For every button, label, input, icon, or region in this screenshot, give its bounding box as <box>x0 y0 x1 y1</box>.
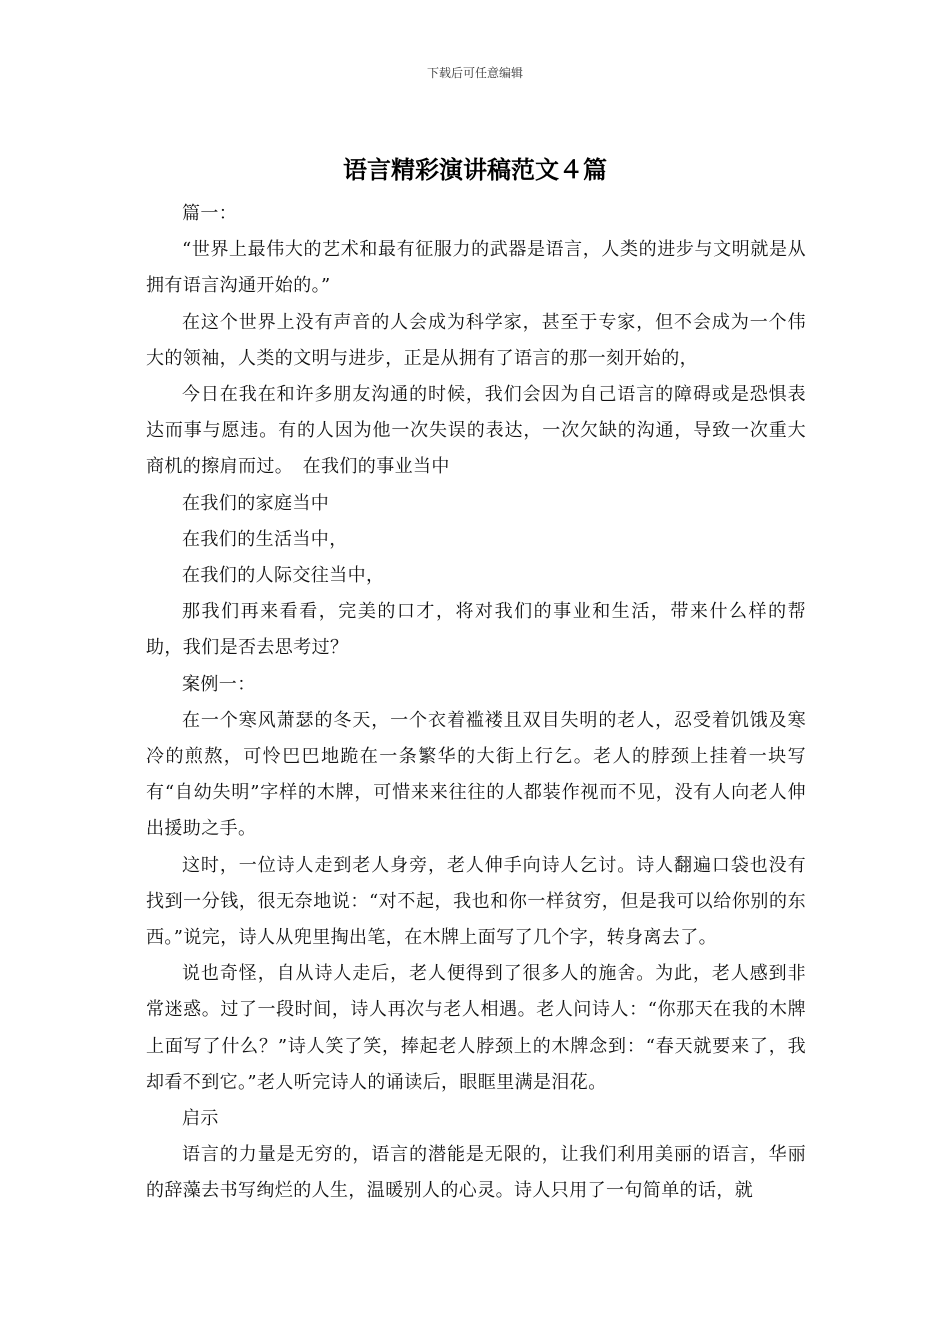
paragraph: 在我们的家庭当中 <box>182 492 330 514</box>
paragraph: 在这个世界上没有声音的人会成为科学家，甚至于专家，但不会成为一个伟大的领袖，人类的文明与进步，正是从拥有了语言的那一刻开始的， <box>146 311 806 369</box>
page-header-note: 下载后可任意编辑 <box>426 66 523 80</box>
paragraph-case-label: 案例一： <box>182 673 256 695</box>
paragraph-quote: “世界上最伟大的艺术和最有征服力的武器是语言，人类的进步与文明就是从拥有语言沟通开始的。” <box>146 239 806 297</box>
paragraph-insight-label: 启示 <box>182 1108 219 1130</box>
paragraph: 这时，一位诗人走到老人身旁，老人伸手向诗人乞讨。诗人翻遍口袋也没有找到一分钱，很无奈地说：“对不起，我也和你一样贫穷，但是我可以给你别的东西。”说完，诗人从兜里掏出笔，在木牌上面写了几个字，转身离去了。 <box>146 854 806 949</box>
paragraph: 在我们的人际交往当中， <box>182 565 385 587</box>
paragraph: 语言的力量是无穷的，语言的潜能是无限的，让我们利用美丽的语言，华丽的辞藻去书写绚烂的人生，温暖别人的心灵。诗人只用了一句简单的话，就 <box>146 1144 806 1202</box>
paragraph: 说也奇怪，自从诗人走后，老人便得到了很多人的施舍。为此，老人感到非常迷惑。过了一段时间，诗人再次与老人相遇。老人问诗人：“你那天在我的木牌上面写了什么？”诗人笑了笑，捧起老人脖颈上的木牌念到：“春天就要来了，我却看不到它。”老人听完诗人的诵读后，眼眶里满是泪花。 <box>146 963 806 1093</box>
document-title: 语言精彩演讲稿范文４篇 <box>343 156 607 184</box>
paragraph: 在我们的生活当中， <box>182 528 348 550</box>
paragraph-section-label: 篇一： <box>182 203 238 224</box>
paragraph: 在一个寒风萧瑟的冬天，一个衣着褴褛且双目失明的老人，忍受着饥饿及寒冷的煎熬，可怜巴巴地跪在一条繁华的大街上行乞。老人的脖颈上挂着一块写有“自幼失明”字样的木牌，可惜来来往往的人都装作视而不见，没有人向老人伸出援助之手。 <box>146 709 806 840</box>
paragraph: 今日在我在和许多朋友沟通的时候，我们会因为自己语言的障碍或是恐惧表达而事与愿违。有的人因为他一次失误的表达，一次欠缺的沟通，导致一次重大商机的擦肩而过。 在我们的事业当中 <box>146 384 806 478</box>
document-body <box>146 196 806 1210</box>
paragraph: 那我们再来看看，完美的口才，将对我们的事业和生活，带来什么样的帮助，我们是否去思考过？ <box>146 601 806 659</box>
